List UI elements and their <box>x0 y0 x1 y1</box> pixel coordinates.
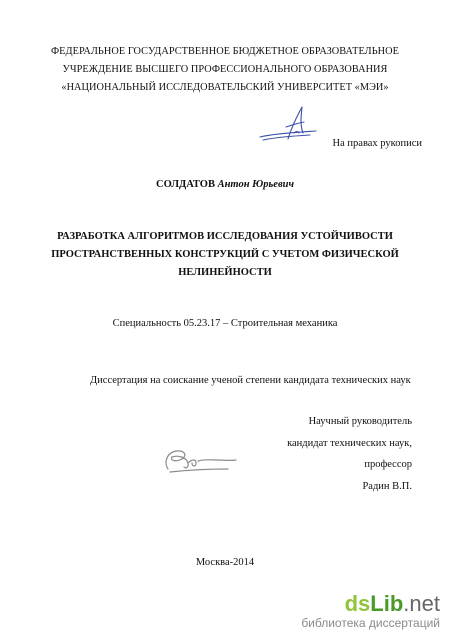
supervisor-name: Радин В.П. <box>362 480 412 492</box>
watermark-logo-lib: Lib <box>370 591 404 616</box>
dissertation-title <box>0 228 450 282</box>
dissertation-note: Диссертация на соискание ученой степени кандидата технических наук <box>90 375 411 386</box>
organization-line-2: УЧРЕЖДЕНИЕ ВЫСШЕГО ПРОФЕССИОНАЛЬНОГО ОБРАЗОВАНИЯ <box>62 64 388 75</box>
watermark-logo-ds: ds <box>344 591 371 616</box>
watermark-logo-net: .net <box>403 591 440 616</box>
specialty: Специальность 05.23.17 – Строительная механика <box>112 318 338 329</box>
organization-header <box>0 43 450 97</box>
supervisor-block <box>287 411 412 497</box>
supervisor-signature-image <box>158 445 238 475</box>
author-surname: СОЛДАТОВ <box>155 179 215 190</box>
watermark-logo[interactable] <box>301 592 440 616</box>
author-name <box>0 179 450 190</box>
supervisor-role: Научный руководитель <box>308 416 412 427</box>
title-line-2: ПРОСТРАНСТВЕННЫХ КОНСТРУКЦИЙ С УЧЕТОМ ФИЗИЧЕСКОЙ <box>51 249 399 260</box>
title-line-3: НЕЛИНЕЙНОСТИ <box>178 267 272 278</box>
organization-line-3: «НАЦИОНАЛЬНЫЙ ИССЛЕДОВАТЕЛЬСКИЙ УНИВЕРСИТЕТ «МЭИ» <box>61 82 389 93</box>
title-line-1: РАЗРАБОТКА АЛГОРИТМОВ ИССЛЕДОВАНИЯ УСТОЙЧИВОСТИ <box>57 231 393 242</box>
author-signature-image <box>258 103 320 145</box>
watermark-subtitle: библиотека диссертаций <box>301 616 440 630</box>
organization-line-1: ФЕДЕРАЛЬНОЕ ГОСУДАРСТВЕННОЕ БЮДЖЕТНОЕ ОБРАЗОВАТЕЛЬНОЕ <box>51 46 399 57</box>
rights-note: На правах рукописи <box>332 138 422 149</box>
city-year: Москва-2014 <box>195 557 255 568</box>
watermark[interactable] <box>301 592 440 630</box>
supervisor-degree: кандидат технических наук, <box>287 437 412 449</box>
author-given-names: Антон Юрьевич <box>217 179 295 190</box>
supervisor-rank: профессор <box>364 459 412 470</box>
